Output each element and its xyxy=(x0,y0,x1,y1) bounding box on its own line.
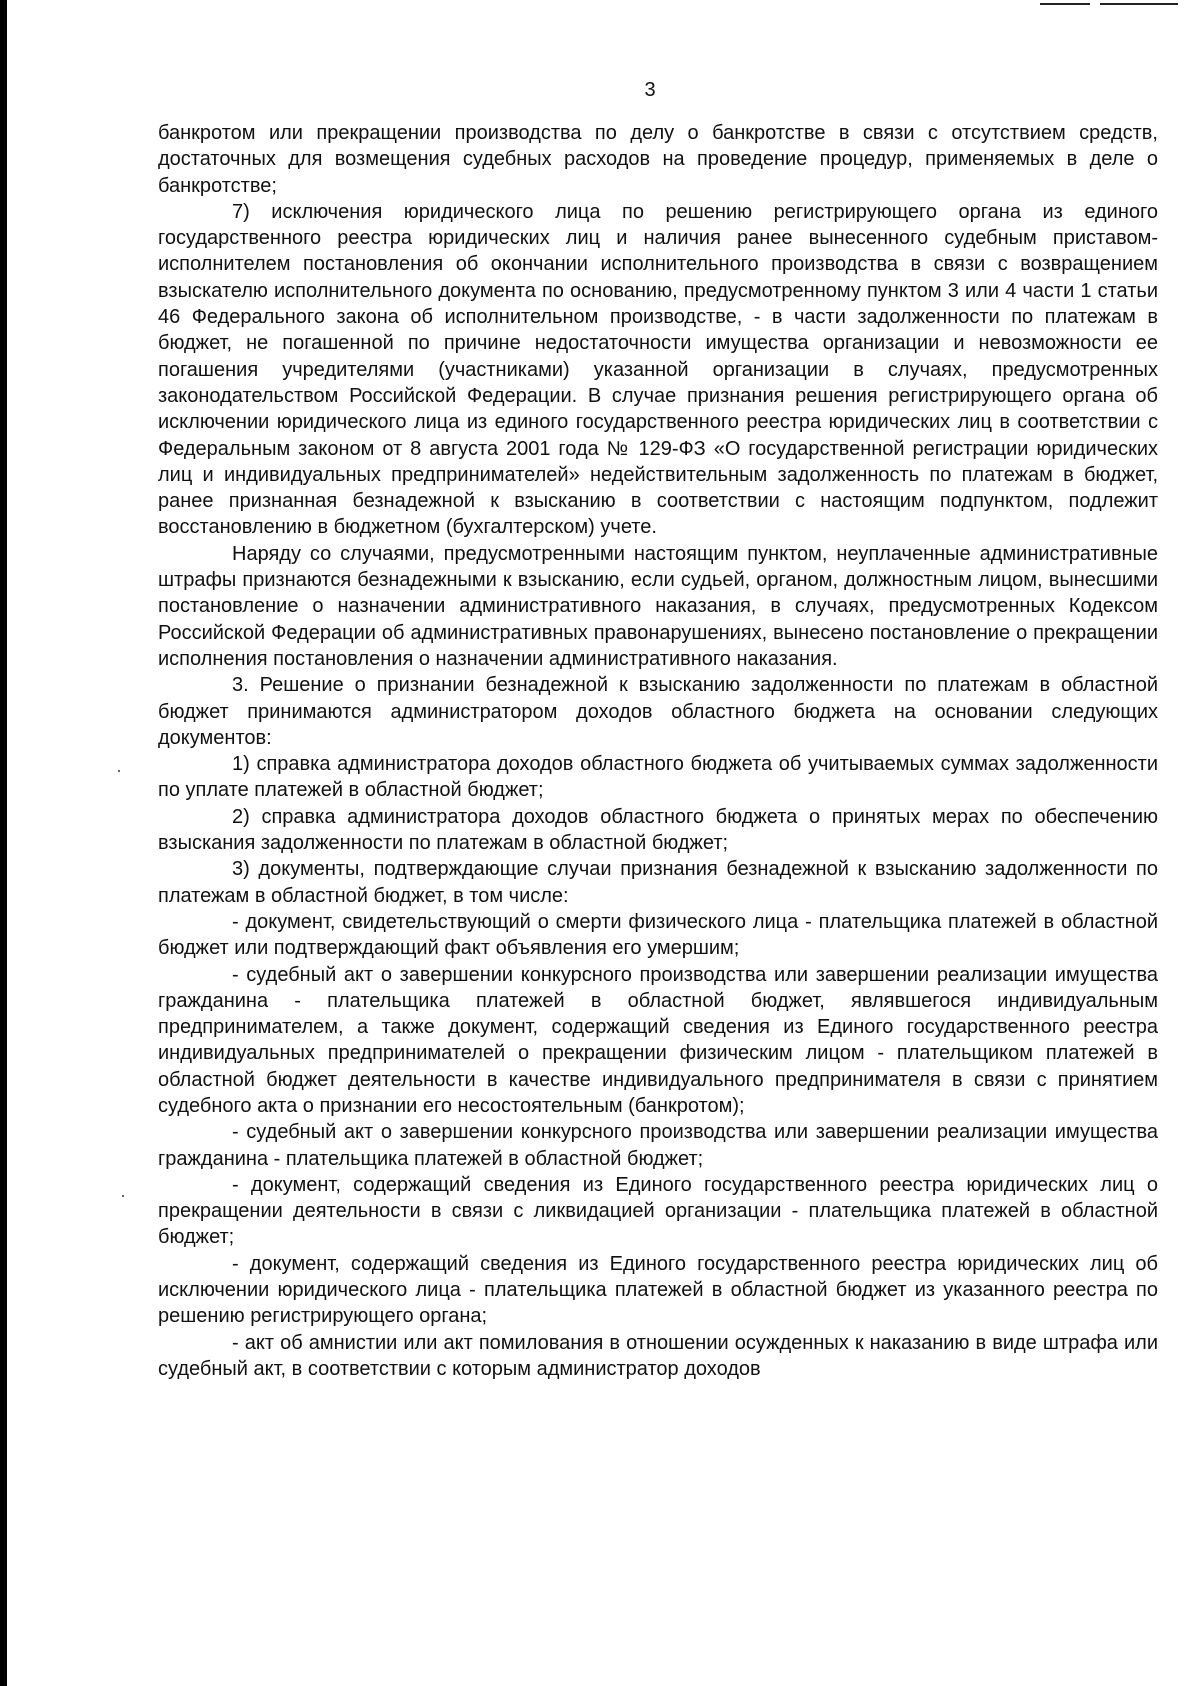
list-item-amnesty: - акт об амнистии или акт помилования в отношении осужденных к наказанию в виде штрафа или судебный акт, в соответствии с которым администратор доходов xyxy=(158,1331,1158,1380)
paragraph-item-7: 7) исключения юридического лица по решению регистрирующего органа из единого государственного реестра юридических лиц и наличия ранее вынесенного судебным приставом-исполнителем постановления об окончании исполнительного производства в связи с возвращением взыскателю исполнительного документа по основанию, предусмотренному пунктом 3 или 4 части 1 статьи 46 Федерального закона об исполнительном производстве, - в части задолженности по платежам в бюджет, не погашенной по причине недостаточности имущества организации и невозможности ее погашения учредителями (участниками) указанной организации в случаях, предусмотренных законодательством Российской Федерации. В случае признания решения регистрирующего органа об исключении юридического лица из единого государственного реестра юридических лиц в соответствии с Федеральным законом от 8 августа 2001 года № 129-ФЗ «О государственной регистрации юридических лиц и индивидуальных предпринимателей» недействительным задолженность по платежам в бюджет, ранее признанная безнадежной к взысканию в соответствии с настоящим подпунктом, подлежит восстановлению в бюджетном (бухгалтерском) учете. xyxy=(158,200,1158,539)
list-item-exclusion: - документ, содержащий сведения из Единого государственного реестра юридических лиц об исключении юридического лица - плательщика платежей в областной бюджет из указанного реестра по решению регистрирующего органа; xyxy=(158,1252,1158,1328)
paragraph-bankruptcy-continuation: банкротом или прекращении производства по делу о банкротстве в связи с отсутствием средств, достаточных для возмещения судебных расходов на проведение процедур, применяемых в деле о банкротстве; xyxy=(158,122,1158,197)
scan-speck xyxy=(118,770,120,772)
scan-top-rule xyxy=(1040,3,1090,5)
scan-top-rule xyxy=(1100,3,1178,5)
list-item-liquidation: - документ, содержащий сведения из Единого государственного реестра юридических лиц о прекращении деятельности в связи с ликвидацией организации - плательщика платежей в областной бюджет; xyxy=(158,1173,1158,1249)
paragraph-doc-3: 3) документы, подтверждающие случаи признания безнадежной к взысканию задолженности по платежам в областной бюджет, в том числе: xyxy=(158,858,1158,907)
paragraph-administrative-fines: Наряду со случаями, предусмотренными настоящим пунктом, неуплаченные административные штрафы признаются безнадежными к взысканию, если судьей, органом, должностным лицом, вынесшими постановление о назначении административного наказания, в случаях, предусмотренных Кодексом Российской Федерации об административных правонарушениях, вынесено постановление о прекращении исполнения постановления о назначении административного наказания. xyxy=(158,542,1158,670)
list-item-entrepreneur-bankruptcy: - судебный акт о завершении конкурсного производства или завершении реализации имущества гражданина - плательщика платежей в областной бюджет, являвшегося индивидуальным предпринимателем, а также документ, содержащий сведения из Единого государственного реестра индивидуальных предпринимателей о прекращении физическим лицом - плательщиком платежей в областной бюджет деятельности в качестве индивидуального предпринимателя в связи с принятием судебного акта о признании его несостоятельным (банкротом); xyxy=(158,963,1158,1117)
scan-left-border xyxy=(0,0,7,1686)
paragraph-doc-1: 1) справка администратора доходов областного бюджета об учитываемых суммах задолженности по уплате платежей в областной бюджет; xyxy=(158,753,1158,802)
scan-speck xyxy=(122,1195,124,1197)
paragraph-section-3: 3. Решение о признании безнадежной к взысканию задолженности по платежам в областной бюджет принимаются администратором доходов областного бюджета на основании следующих документов: xyxy=(158,674,1158,749)
document-body xyxy=(158,120,1158,1382)
paragraph-doc-2: 2) справка администратора доходов областного бюджета о принятых мерах по обеспечению взыскания задолженности по платежам в областной бюджет; xyxy=(158,805,1158,855)
page-number: 3 xyxy=(644,79,656,101)
list-item-citizen-bankruptcy: - судебный акт о завершении конкурсного производства или завершении реализации имущества гражданина - плательщика платежей в областной бюджет; xyxy=(158,1121,1158,1170)
list-item-death-document: - документ, свидетельствующий о смерти физического лица - плательщика платежей в областной бюджет или подтверждающий факт объявления его умершим; xyxy=(158,910,1158,960)
